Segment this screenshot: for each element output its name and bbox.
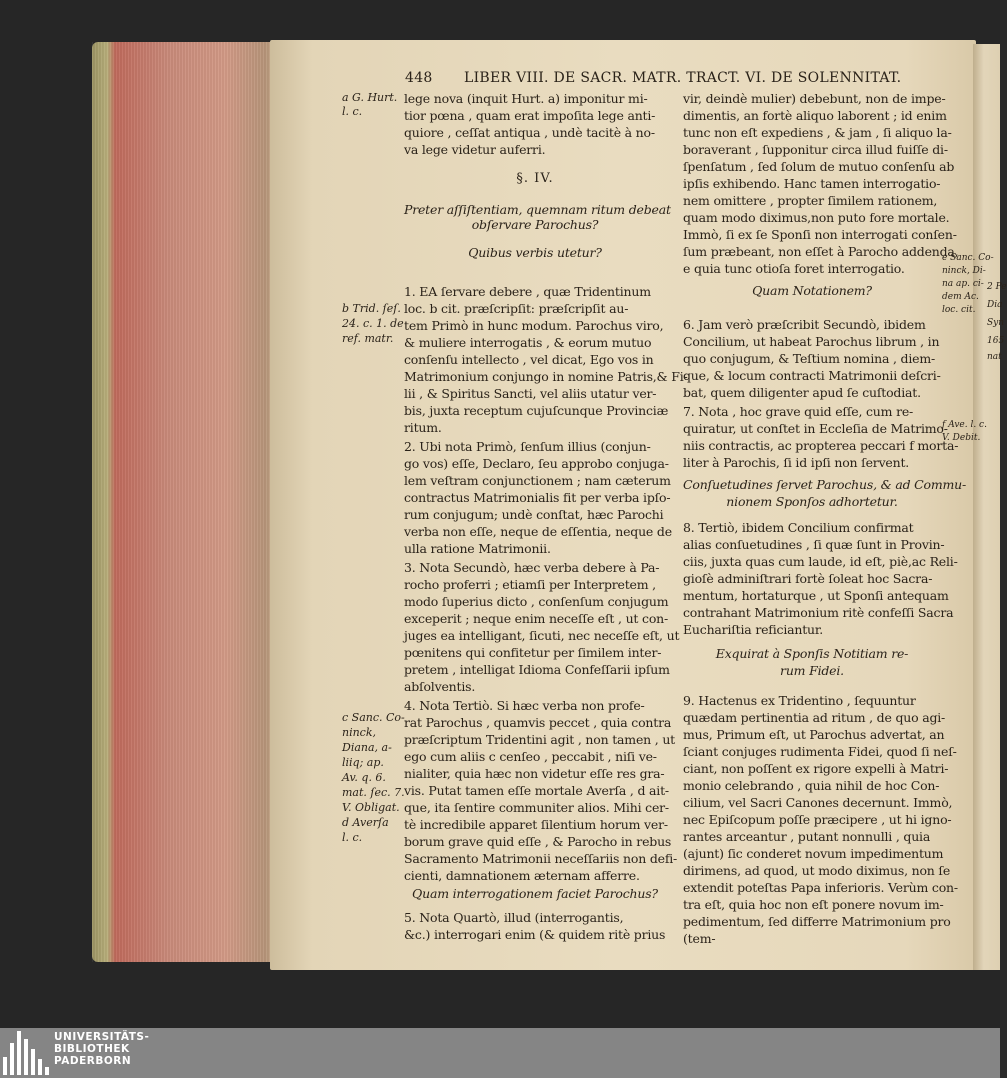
right-column-line: vir, deindè mulier) debebunt, non de impe- (683, 91, 946, 106)
right-column-line: tunc non eſt expediens , & jam , ſi aliquo la- (683, 125, 952, 140)
right-column-line: monio celebrando , quia nihil de hoc Con- (683, 778, 940, 793)
margin-note: Av. q. 6. (342, 771, 386, 784)
left-column-line: Quibus verbis utetur? (468, 245, 602, 260)
facing-page-fragment: Syn (987, 318, 1005, 328)
left-column-line: vis. Putat tamen eſſe mortale Averſa , d ait- (404, 783, 669, 798)
margin-note: ref. matr. (342, 332, 394, 345)
left-column-line: que, ita ſentire communiter alios. Mihi cer- (404, 800, 669, 815)
right-column-line: nem omittere , propter ſimilem rationem, (683, 193, 938, 208)
left-column-line: 5. Nota Quartò, illud (interrogantis, (404, 910, 624, 925)
right-column-line: ciis, juxta quas cum laude, id eſt, piè,ac Reli- (683, 554, 958, 569)
right-column-line: que, & locum contracti Matrimonii deſcri- (683, 368, 941, 383)
left-column-line: rum conjugum; undè conſtat, hæc Parochi (404, 507, 664, 522)
left-column-line: go vos) eſſe, Declaro, ſeu approbo conjuga- (404, 456, 669, 471)
right-column-line: niis contractis, ac propterea peccari f morta- (683, 438, 959, 453)
library-footer (0, 1028, 1000, 1078)
right-column-line: ſciant conjuges rudimenta Fidei, quod ſi neſ- (683, 744, 957, 759)
facing-page-fragment: 2 Pe (987, 282, 1007, 292)
left-column-line: lii , & Spiritus Sancti, vel aliis utatur ver- (404, 386, 657, 401)
margin-note: l. c. (342, 105, 363, 118)
left-column-line: Quam interrogationem faciet Parochus? (412, 886, 658, 901)
left-column-line: va lege videtur auferri. (404, 142, 546, 157)
facing-page-fragment: nat (987, 352, 1002, 362)
margin-note: ninck, Di- (942, 266, 986, 276)
margin-note: loc. cit. (942, 305, 976, 315)
right-column-line: Euchariſtia reficiantur. (683, 622, 824, 637)
left-column-line: 1. EA ſervare debere , quæ Tridentinum (404, 284, 651, 299)
margin-note: b Trid. ſeſ. (342, 302, 401, 315)
right-column-line: Conſuetudines ſervet Parochus, & ad Commu- (683, 477, 967, 492)
margin-note: c Sanc. Co- (342, 711, 405, 724)
left-column-line: juges ea intelligant, ſicuti, nec neceſſe eſt, ut (404, 628, 680, 643)
margin-note: dem Ac. (942, 292, 979, 302)
left-column-line: contractus Matrimonialis fit per verba ipſo- (404, 490, 671, 505)
margin-note: 24. c. 1. de (342, 317, 404, 330)
right-column-line: quiratur, ut conſtet in Eccleſia de Matrimo- (683, 421, 948, 436)
left-column-line: rat Parochus , quamvis peccet , quia contra (404, 715, 672, 730)
margin-note: V. Debit. (942, 433, 981, 443)
library-logo-icon (3, 1031, 49, 1075)
right-column-line: tra eſt, quia hoc non eſt ponere novum im- (683, 897, 944, 912)
margin-note: d Averſa (342, 816, 389, 829)
right-column-line: mentum, hortaturque , ut Sponſi antequam (683, 588, 949, 603)
left-column-line: obſervare Parochus? (471, 217, 599, 232)
left-column-line: exceperit ; neque enim neceſſe eſt , ut con- (404, 611, 669, 626)
right-column-line: (tem- (683, 931, 716, 946)
left-column-line: & muliere interrogatis , & eorum mutuo (404, 335, 652, 350)
left-column-line: conſenſu intellecto , vel dicat, Ego vos in (404, 352, 654, 367)
right-column-line: cilium, vel Sacri Canones decernunt. Immò, (683, 795, 953, 810)
right-column-line: gioſè adminiſtrari fortè ſoleat hoc Sacra- (683, 571, 933, 586)
right-column-line: dimentis, an fortè aliquo laborent ; id enim (683, 108, 947, 123)
left-column-line: cienti, damnationem æternam afferre. (404, 868, 640, 883)
page-number: 448 (405, 70, 433, 86)
left-column-line: &c.) interrogari enim (& quidem ritè prius (404, 927, 666, 942)
right-column-line: mus, Primum eſt, ut Parochus advertat, an (683, 727, 945, 742)
left-column-line: modo ſuperius dicto , conſenſum conjugum (404, 594, 669, 609)
left-column-line: loc. b cit. præſcripſit: præſcripſit au- (404, 301, 629, 316)
left-column-line: lege nova (inquit Hurt. a) imponitur mi- (404, 91, 648, 106)
library-name-line1: UNIVERSITÄTS- (54, 1031, 150, 1043)
right-column-line: pedimentum, ſed differre Matrimonium pro (683, 914, 951, 929)
left-column-line: 3. Nota Secundò, hæc verba debere à Pa- (404, 560, 660, 575)
library-name-line2: BIBLIOTHEK (54, 1043, 130, 1055)
margin-note: V. Obligat. (342, 801, 400, 814)
right-column-line: nionem Sponſos adhortetur. (726, 494, 898, 509)
left-column-line: pretem , intelligat Idioma Confeſſarii ipſum (404, 662, 670, 677)
right-column-line: ipſis exhibendo. Hanc tamen interrogatio- (683, 176, 941, 191)
right-column-line: (ajunt) ſic conderet novum impedimentum (683, 846, 944, 861)
left-column-line: borum grave quid eſſe , & Parocho in rebus (404, 834, 672, 849)
right-column-line: nec Epiſcopum poſſe præcipere , ut hi igno- (683, 812, 952, 827)
right-column-line: 8. Tertiò, ibidem Concilium confirmat (683, 520, 914, 535)
right-column-line: Immò, ſi ex ſe Sponſi non interrogati conſen- (683, 227, 957, 242)
margin-note: e Sanc. Co- (942, 253, 994, 263)
left-column-line: tior pœna , quam erat impoſita lege anti- (404, 108, 656, 123)
left-column-line: ulla ratione Matrimonii. (404, 541, 551, 556)
margin-note: Diana, a- (342, 741, 392, 754)
left-column-line: abſolventis. (404, 679, 476, 694)
right-column-line: boraverant , ſupponitur circa illud fuiſſe di- (683, 142, 948, 157)
left-column-line: ritum. (404, 420, 442, 435)
left-column-line: Preter aſſiſtentiam, quemnam ritum debeat (404, 202, 671, 217)
facing-page-fragment: 165 (987, 336, 1005, 346)
right-column-line: 6. Jam verò præſcribit Secundò, ibidem (683, 317, 926, 332)
left-column-line: ego cum aliis c cenſeo , peccabit , niſi ve- (404, 749, 657, 764)
left-column-line: verba non eſſe, neque de eſſentia, neque de (404, 524, 672, 539)
margin-note: liiq; ap. (342, 756, 384, 769)
margin-note: ninck, (342, 726, 377, 739)
right-column-line: bat, quem diligenter apud ſe cuſtodiat. (683, 385, 921, 400)
right-column-line: rum Fidei. (780, 663, 844, 678)
left-column-line: bis, juxta receptum cujuſcunque Provinciæ (404, 403, 669, 418)
running-title: LIBER VIII. DE SACR. MATR. TRACT. VI. DE SOLENNITAT. (464, 70, 902, 86)
right-column-line: dirimens, ad quod, ut modo diximus, non ſe (683, 863, 951, 878)
margin-note: l. c. (342, 831, 363, 844)
right-column-line: Exquirat à Sponſis Notitiam re- (715, 646, 909, 661)
right-column-line: contrahant Matrimonium ritè confeſſi Sacra (683, 605, 954, 620)
right-column-line: 9. Hactenus ex Tridentino , ſequuntur (683, 693, 916, 708)
margin-note: f Ave. l. c. (942, 420, 987, 430)
right-column-line: ſum præbeant, non eſſet à Parocho addenda, (683, 244, 959, 259)
right-column-line: liter à Parochis, ſi id ipſi non ſervent. (683, 455, 910, 470)
left-column-line: tem Primò in hunc modum. Parochus viro, (404, 318, 664, 333)
book-page-edges (92, 42, 284, 962)
left-column-line: tè incredibile apparet ſilentium horum ver- (404, 817, 668, 832)
right-column-line: quam modo diximus,non puto fore mortale. (683, 210, 950, 225)
left-column-line: præſcriptum Tridentini agit , non tamen , ut (404, 732, 675, 747)
facing-page-fragment: Dia (987, 300, 1003, 310)
left-column-line: pœnitens qui confitetur per ſimilem inter- (404, 645, 662, 660)
right-column-line: quo conjugum, & Teſtium nomina , diem- (683, 351, 936, 366)
left-column-line: 2. Ubi nota Primò, ſenſum illius (conjun- (404, 439, 651, 454)
left-column-line: Matrimonium conjungo in nomine Patris,& Fi- (404, 369, 688, 384)
right-column-line: e quia tunc otioſa foret interrogatio. (683, 261, 905, 276)
margin-note: na ap. ci- (942, 279, 984, 289)
facing-page-edge (973, 44, 1003, 970)
margin-note: a G. Hurt. (342, 91, 398, 104)
margin-note: mat. ſec. 7. (342, 786, 405, 799)
right-column-line: Concilium, ut habeat Parochus librum , in (683, 334, 940, 349)
library-name-line3: PADERBORN (54, 1055, 132, 1067)
right-column-line: ſpenſatum , ſed ſolum de mutuo conſenſu ab (683, 159, 955, 174)
left-column-line: rocho proferri ; etiamſi per Interpretem , (404, 577, 656, 592)
left-column-line: nialiter, quia hæc non videtur eſſe res gra- (404, 766, 665, 781)
left-column-line: §. IV. (516, 171, 554, 186)
right-column-line: alias conſuetudines , ſi quæ ſunt in Provin- (683, 537, 945, 552)
right-column-line: Quam Notationem? (752, 283, 872, 298)
right-column-line: extendit poteſtas Papa inferioris. Verùm con- (683, 880, 958, 895)
left-column-line: 4. Nota Tertiò. Si hæc verba non profe- (404, 698, 645, 713)
right-column-line: 7. Nota , hoc grave quid eſſe, cum re- (683, 404, 914, 419)
left-column-line: quiore , ceſſat antiqua , undè tacitè à no- (404, 125, 655, 140)
right-column-line: rantes arceantur , putant nonnulli , quia (683, 829, 931, 844)
right-column-line: ciant, non poſſent ex rigore expelli à Matri- (683, 761, 949, 776)
left-column-line: Sacramento Matrimonii neceſſariis non defi- (404, 851, 678, 866)
left-column-line: lem veſtram conjunctionem ; nam cæterum (404, 473, 671, 488)
right-column-line: quædam pertinentia ad ritum , de quo agi- (683, 710, 946, 725)
